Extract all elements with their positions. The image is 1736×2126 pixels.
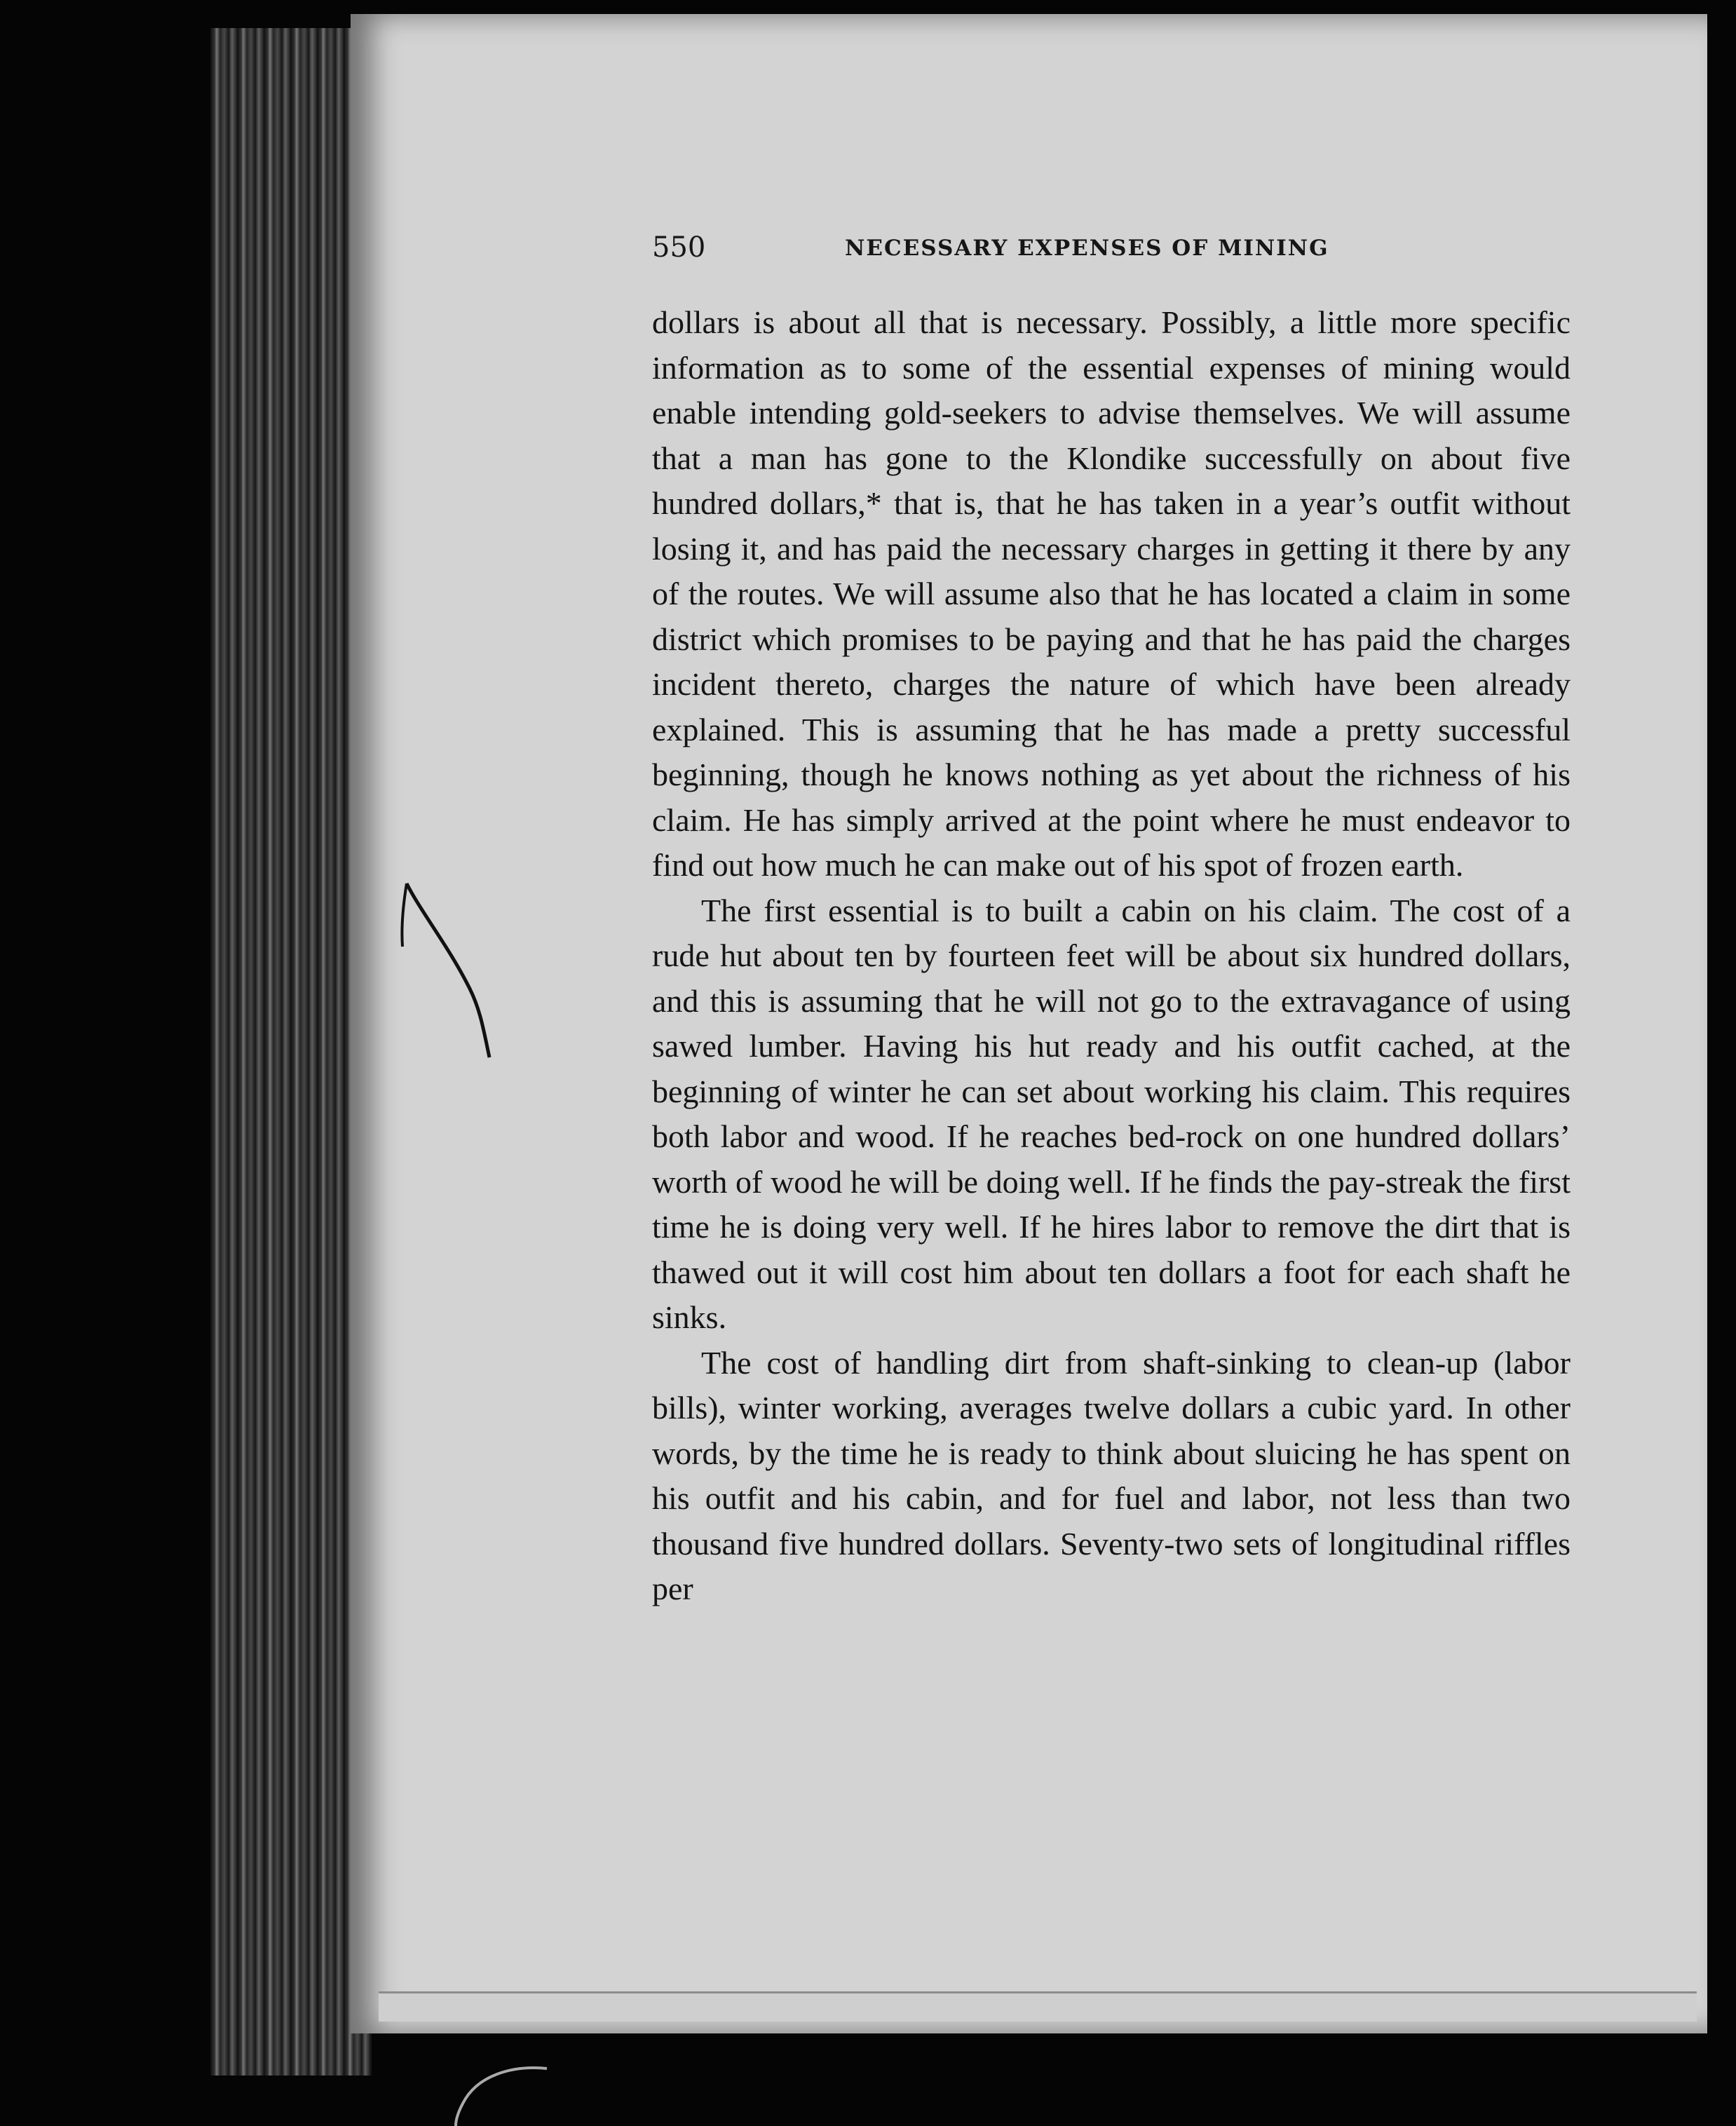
right-margin-shadow: [1707, 14, 1736, 2033]
pencil-mark-icon: [393, 869, 505, 1066]
paragraph: The cost of handling dirt from shaft-sinking to clean-up (labor bills), winter working, averages twelve dollars a cubic yard. In other words, by the time he is ready to think about sluicing he has spent on his outfit and his cabin, and for fuel and labor, not less than two thousand five hundred dollars. Seventy-two sets of longitudinal riffles per: [652, 1344, 1571, 1606]
paragraph: dollars is about all that is necessary. Possibly, a little more specific information as to some of the essential expenses of mining would enable intending gold-seekers to advise themselves. We will assume that a man has gone to the Klondike successfully on about five hundred dollars,* that is, that he has taken in a year’s outfit without losing it, and has paid the necessary charges in getting it there by any of the routes. We will assume also that he has located a claim in some district which promises to be paying and that he has paid the charges incident thereto, charges the nature of which have been already explained. This is assuming that he has made a pretty successful beginning, though he knows nothing as yet about the richness of his claim. He has simply arrived at the point where he must endeavor to find out how much he can make out of his spot of frozen earth.: [652, 304, 1571, 883]
paragraph: The first essential is to built a cabin on his claim. The cost of a rude hut about ten by fourteen feet will be about six hundred dollars, and this is assuming that he will not go to the extravagance of using sawed lumber. Having his hut ready and his outfit cached, at the beginning of winter he can set about working his claim. This requires both labor and wood. If he reaches bed-rock on one hundred dollars’ worth of wood he will be doing well. If he finds the pay-streak the first time he is doing very well. If he hires labor to remove the dirt that is thawed out it will cost him about ten dollars a foot for each shaft he sinks.: [652, 892, 1571, 1335]
page-header: [652, 231, 1423, 273]
page-bottom-edge: [379, 1991, 1697, 2022]
page-edges: [210, 28, 372, 2076]
body-text: [652, 300, 1571, 1612]
page-number: 550: [652, 231, 706, 264]
running-head: NECESSARY EXPENSES OF MINING: [845, 236, 1329, 261]
bottom-curl-mark-icon: [442, 2061, 554, 2126]
